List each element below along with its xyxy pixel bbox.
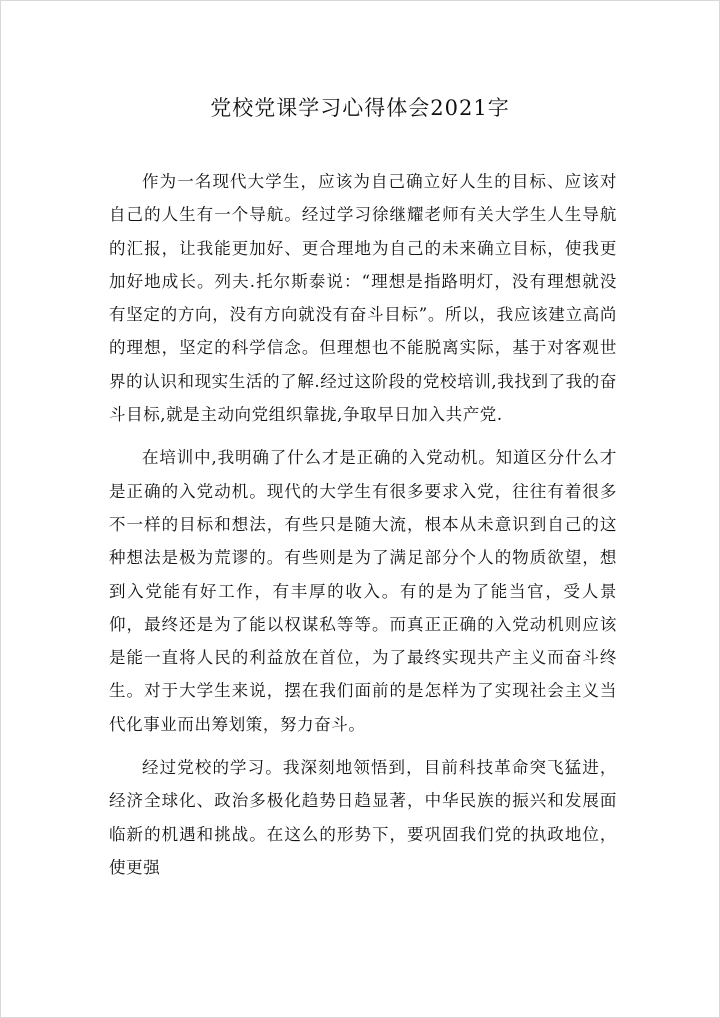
document-title: 党校党课学习心得体会2021字 [210,96,510,120]
paragraph-2: 在培训中,我明确了什么才是正确的入党动机。知道区分什么才是正确的入党动机。现代的大学生有很多要求入党，往往有着很多不一样的目标和想法，有些只是随大流，根本从未意识到自己的这种想法是极为荒谬的。有些则是为了满足部分个人的物质欲望，想到入党能有好工作，有丰厚的收入。有的是为了能当官，受人景仰，最终还是为了能以权谋私等等。而真正正确的入党动机则应该是能一直将人民的利益放在首位，为了最终实现共产主义而奋斗终生。对于大学生来说，摆在我们面前的是怎样为了实现社会主义当代化事业而出筹划策，努力奋斗。 [109,448,617,734]
document-body [109,165,617,894]
paragraph-3: 经过党校的学习。我深刻地领悟到，目前科技革命突飞猛进，经济全球化、政治多极化趋势日趋显著，中华民族的振兴和发展面临新的机遇和挑战。在这么的形势下，要巩固我们党的执政地位，使更强 [109,758,617,877]
paragraph-1: 作为一名现代大学生，应该为自己确立好人生的目标、应该对自己的人生有一个导航。经过学习徐继耀老师有关大学生人生导航的汇报，让我能更加好、更合理地为自己的未来确立目标，使我更加好地成长。列夫.托尔斯泰说：“理想是指路明灯，没有理想就没有坚定的方向，没有方向就没有奋斗目标”。所以，我应该建立高尚的理想，坚定的科学信念。但理想也不能脱离实际，基于对客观世界的认识和现实生活的了解.经过这阶段的党校培训,我找到了我的奋斗目标,就是主动向党组织靠拢,争取早日加入共产党. [109,172,617,425]
